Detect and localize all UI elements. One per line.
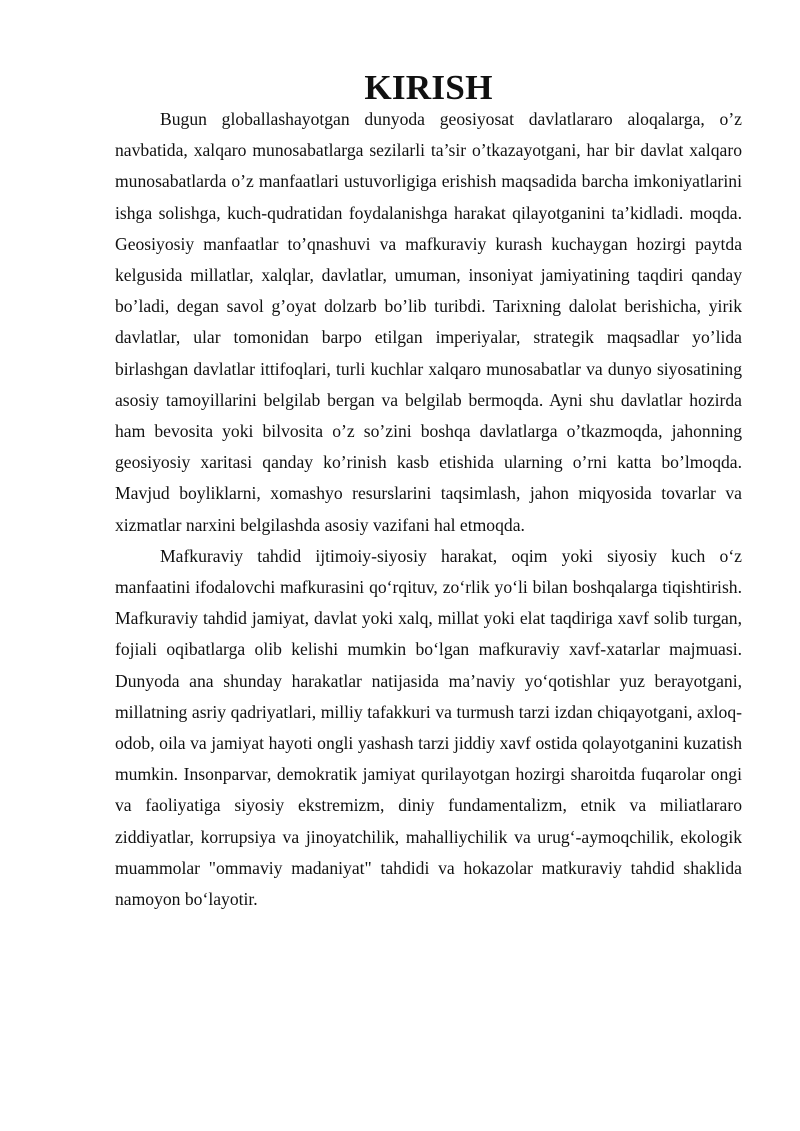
page-title: KIRISH — [364, 68, 493, 107]
document-body — [115, 68, 742, 915]
paragraph-ideological-threat: Mafkuraviy tahdid ijtimoiy-siyosiy harakat, oqim yoki siyosiy kuch o‘z manfaatini ifodalovchi mafkurasini qo‘rqituv, zo‘rlik yo‘li bilan boshqalarga tiqishtirish. Mafkuraviy tahdid jamiyat, davlat yoki xalq, millat yoki elat taqdiriga xavf solib turgan, fojiali oqibatlarga olib kelishi mumkin bo‘lgan mafkuraviy xavf-xatarlar majmuasi. Dunyoda ana shunday harakatlar natijasida ma’naviy yo‘qotishlar yuz berayotgani, millatning asriy qadriyatlari, milliy tafakkuri va turmush tarzi izdan chiqayotgani, axloq-odob, oila va jamiyat hayoti ongli yashash tarzi jiddiy xavf ostida qolayotganini kuzatish mumkin. Insonparvar, demokratik jamiyat qurilayotgan hozirgi sharoitda fuqarolar ongi va faoliyatiga siyosiy ekstremizm, diniy fundamentalizm, etnik va miliatlararo ziddiyatlar, korrupsiya va jinoyatchilik, mahalliychilik va urug‘-aymoqchilik, ekologik muammolar "ommaviy madaniyat" tahdidi va hokazolar matkuraviy tahdid shaklida namoyon bo‘layotir. — [115, 545, 742, 910]
paragraph-geopolitics: Bugun globallashayotgan dunyoda geosiyosat davlatlararo aloqalarga, o’z navbatida, xalqaro munosabatlarga sezilarli ta’sir o’tkazayotgani, har bir davlat xalqaro munosabatlarda o’z manfaatlari ustuvorligiga erishish maqsadida barcha imkoniyatlarini ishga solishga, kuch-qudratidan foydalanishga harakat qilayotganini ta’kidladi. moqda. Geosiyosiy manfaatlar to’qnashuvi va mafkuraviy kurash kuchaygan hozirgi paytda kelgusida millatlar, xalqlar, davlatlar, umuman, insoniyat jamiyatining taqdiri qanday bo’ladi, degan savol g’oyat dolzarb bo’lib turibdi. Tarixning dalolat berishicha, yirik davlatlar, ular tomonidan barpo etilgan imperiyalar, strategik maqsadlar yo’lida birlashgan davlatlar ittifoqlari, turli kuchlar xalqaro munosabatlar va dunyo siyosatining asosiy tamoyillarini belgilab bergan va belgilab bermoqda. Ayni shu davlatlar hozirda ham bevosita yoki bilvosita o’z so’zini boshqa davlatlarga o’tkazmoqda, jahonning geosiyosiy xaritasi qanday ko’rinish kasb etishida ularning o’rni katta bo’lmoqda. Mavjud boyliklarni, xomashyo resurslarini taqsimlash, jahon miqyosida tovarlar va xizmatlar narxini belgilashda asosiy vazifani hal etmoqda. — [115, 109, 742, 535]
